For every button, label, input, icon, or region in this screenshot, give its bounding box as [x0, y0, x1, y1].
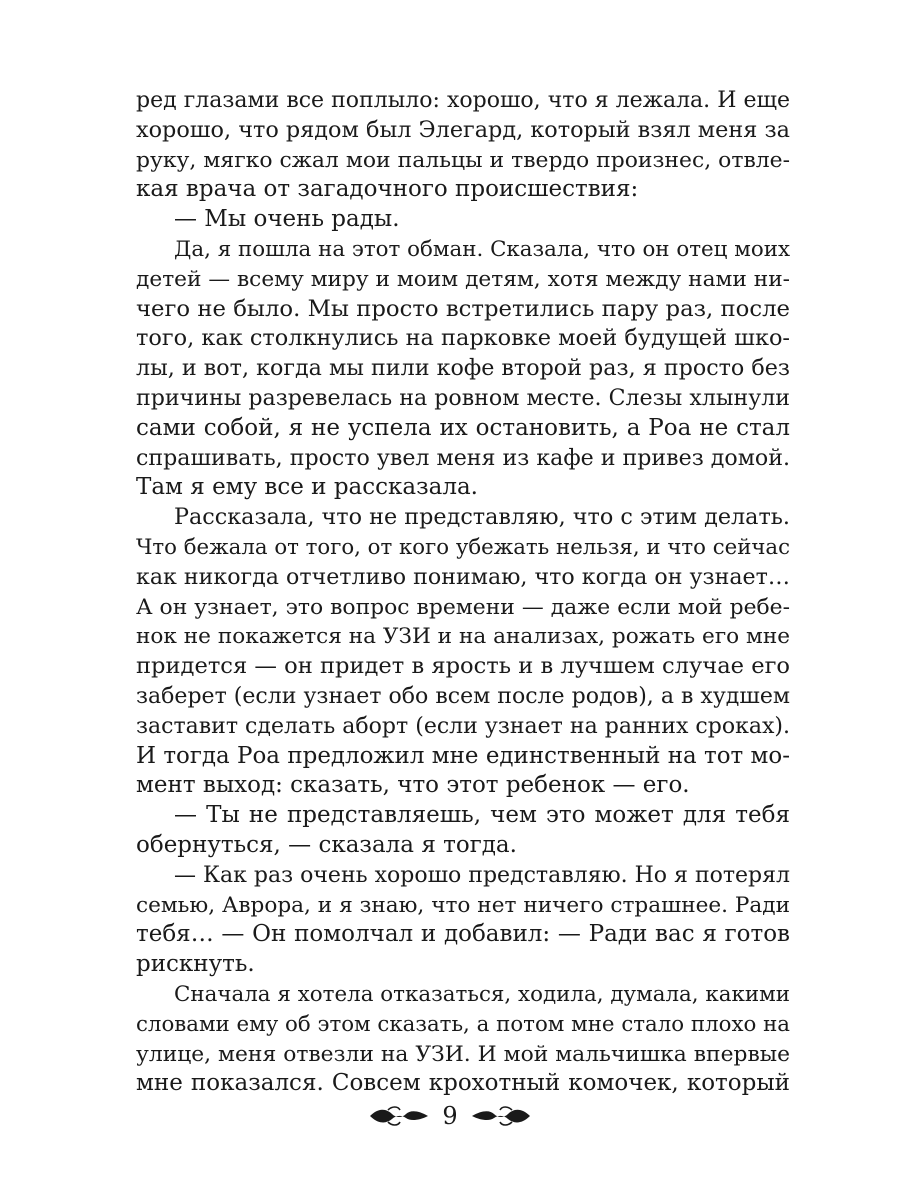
text-line: рискнуть. [136, 951, 255, 978]
text-line: заставит сделать аборт (если узнает на ранних сроках). [136, 713, 790, 739]
text-line: — Мы очень рады. [174, 206, 400, 233]
text-line: детей — всему миру и моим детям, хотя между нами ни- [136, 266, 790, 292]
text-line: руку, мягко сжал мои пальцы и твердо произнес, отвле- [136, 147, 790, 173]
text-line: того, как столкнулись на парковке моей будущей шко- [136, 325, 790, 352]
text-line: мент выход: сказать, что этот ребенок — его. [136, 772, 690, 799]
text-line: — Ты не представляешь, чем это может для тебя [174, 802, 790, 829]
text-line: Да, я пошла на этот обман. Сказала, что он отец моих [174, 236, 790, 262]
text-line: лы, и вот, когда мы пили кофе второй раз, я просто без [136, 355, 790, 382]
text-line: мне показался. Совсем крохотный комочек, который [136, 1070, 790, 1097]
text-line: придется — он придет в ярость и в лучшем случае его [136, 653, 790, 680]
text-line: улице, меня отвезли на УЗИ. И мой мальчишка впервые [136, 1041, 790, 1067]
text-line: хорошо, что рядом был Элегард, который взял меня за [136, 116, 790, 143]
text-line: Рассказала, что не представляю, что с этим делать. [174, 504, 790, 531]
text-line: И тогда Роа предложил мне единственный на тот мо- [136, 742, 790, 769]
text-line: Там я ему все и рассказала. [136, 474, 478, 501]
text-line: семью, Аврора, и я знаю, что нет ничего страшнее. Ради [136, 892, 790, 918]
page-number: 9 [442, 1102, 458, 1130]
text-line: Сначала я хотела отказаться, ходила, думала, какими [174, 981, 790, 1007]
page-body [136, 86, 790, 1099]
text-line: словами ему об этом сказать, а потом мне стало плохо на [136, 1011, 790, 1037]
text-line: — Как раз очень хорошо представляю. Но я потерял [174, 862, 790, 888]
flourish-left-icon [368, 1106, 430, 1126]
text-line: А он узнает, это вопрос времени — даже если мой ребе- [136, 594, 790, 620]
text-line: кая врача от загадочного происшествия: [136, 176, 639, 203]
text-line: тебя… — Он помолчал и добавил: — Ради вас я готов [136, 921, 790, 948]
text-line: заберет (если узнает обо всем после родов), а в худшем [136, 683, 790, 709]
text-line: Что бежала от того, от кого убежать нельзя, и что сейчас [136, 534, 790, 560]
flourish-right-icon [470, 1106, 532, 1126]
text-line: спрашивать, просто увел меня из кафе и привез домой. [136, 444, 790, 471]
text-line: обернуться, — сказала я тогда. [136, 831, 517, 858]
text-line: ред глазами все поплыло: хорошо, что я лежала. И еще [136, 88, 790, 113]
text-line: как никогда отчетливо понимаю, что когда он узнает… [136, 563, 790, 590]
page-footer [0, 1098, 900, 1134]
text-line: нок не покажется на УЗИ и на анализах, рожать его мне [136, 624, 790, 650]
text-line: сами собой, я не успела их остановить, а Роа не стал [136, 414, 790, 441]
text-line: причины разревелась на ровном месте. Слезы хлынули [136, 384, 790, 411]
text-line: чего не было. Мы просто встретились пару раз, после [136, 295, 790, 322]
